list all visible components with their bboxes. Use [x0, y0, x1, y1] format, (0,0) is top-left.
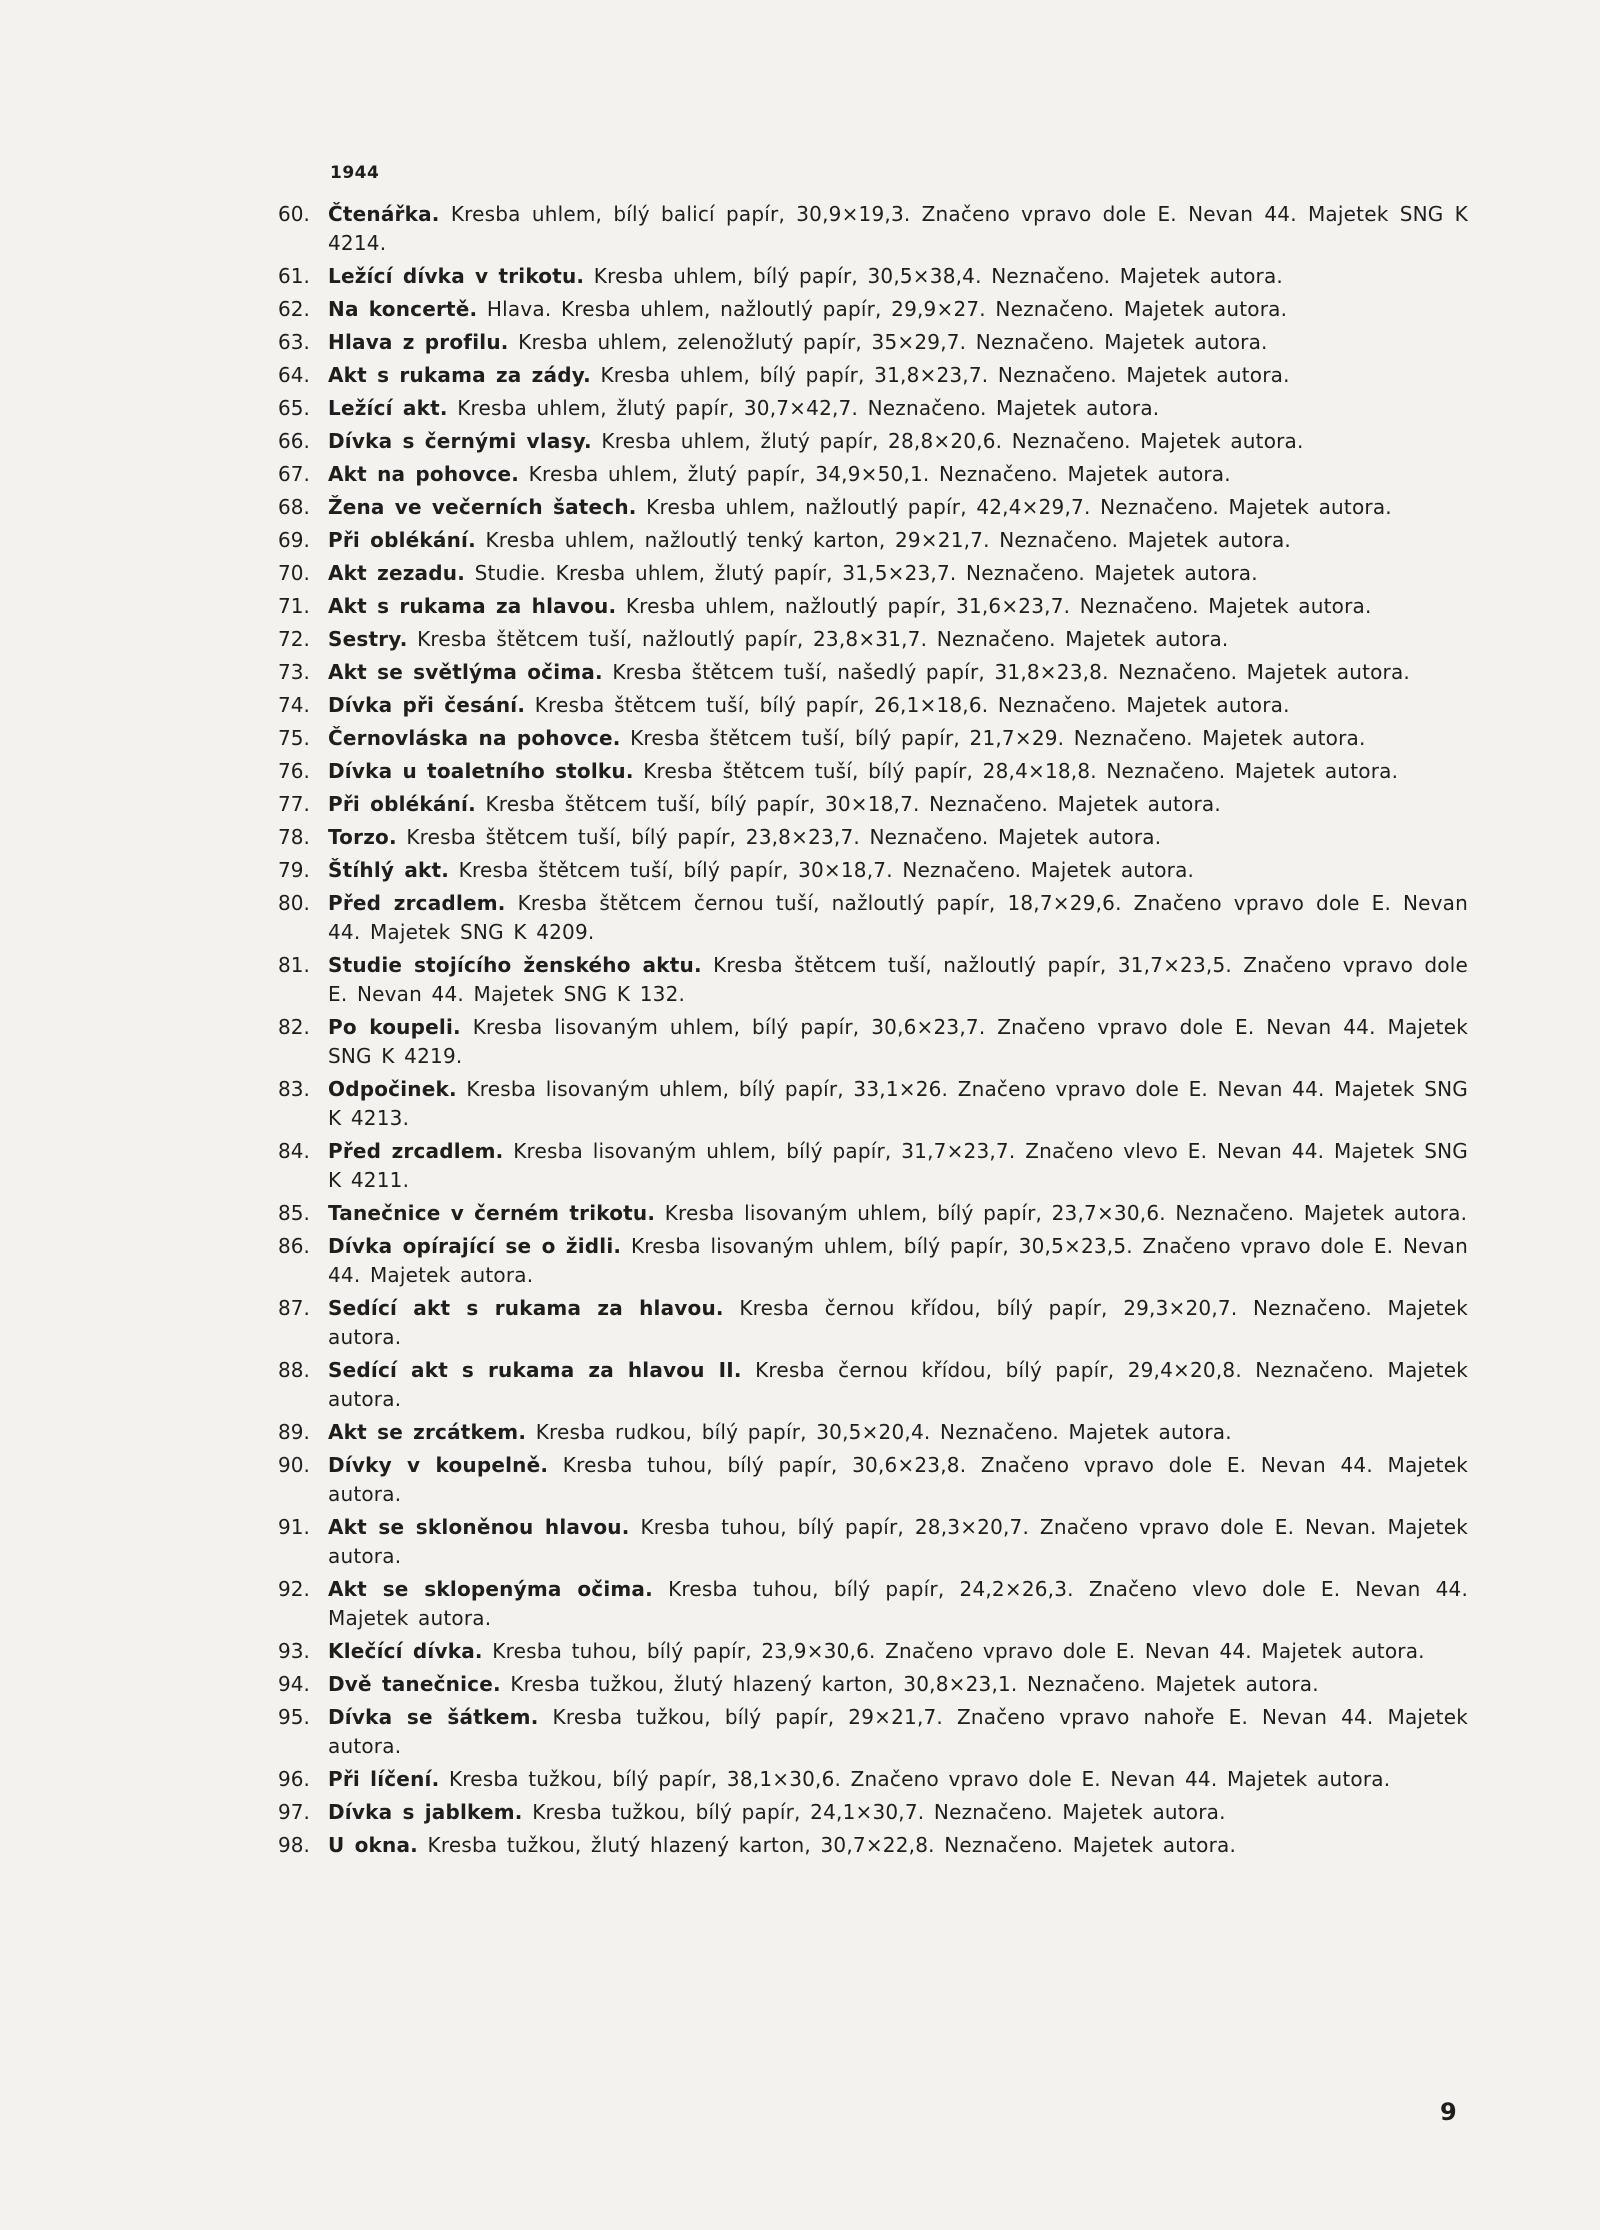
- catalogue-entry: [278, 1670, 1468, 1699]
- catalogue-entry: [278, 757, 1468, 786]
- entry-body: [328, 200, 1468, 258]
- entry-description: Kresba uhlem, žlutý papír, 34,9×50,1. Neznačeno. Majetek autora.: [528, 462, 1231, 486]
- entry-description: Kresba štětcem tuší, bílý papír, 30×18,7. Neznačeno. Majetek autora.: [458, 858, 1195, 882]
- entry-title: Odpočinek.: [328, 1077, 457, 1101]
- entry-number: 92.: [278, 1577, 310, 1601]
- catalogue-entry: [278, 625, 1468, 654]
- catalogue-entry: [278, 1418, 1468, 1447]
- entry-number: 73.: [278, 660, 310, 684]
- entry-description: Kresba uhlem, žlutý papír, 28,8×20,6. Neznačeno. Majetek autora.: [601, 429, 1304, 453]
- entry-title: Čtenářka.: [328, 202, 440, 226]
- page-number: 9: [1440, 2098, 1457, 2126]
- catalogue-entry: [278, 295, 1468, 324]
- entry-title: Sedící akt s rukama za hlavou.: [328, 1296, 724, 1320]
- entry-title: Akt s rukama za hlavou.: [328, 594, 617, 618]
- entry-body: [328, 427, 1468, 456]
- entry-title: Torzo.: [328, 825, 397, 849]
- entry-title: Akt s rukama za zády.: [328, 363, 591, 387]
- entry-body: [328, 1451, 1468, 1509]
- entry-number: 79.: [278, 858, 310, 882]
- entry-body: [328, 394, 1468, 423]
- entry-number: 86.: [278, 1234, 310, 1258]
- catalogue-entry: [278, 1137, 1468, 1195]
- entry-title: Černovláska na pohovce.: [328, 726, 621, 750]
- entry-body: [328, 1294, 1468, 1352]
- entry-title: Při oblékání.: [328, 792, 476, 816]
- catalogue-entry: [278, 1765, 1468, 1794]
- catalogue-entry: [278, 526, 1468, 555]
- catalogue-entry: [278, 1513, 1468, 1571]
- entry-title: Štíhlý akt.: [328, 858, 450, 882]
- entry-number: 82.: [278, 1015, 310, 1039]
- catalogue-entry: [278, 1703, 1468, 1761]
- entry-title: Sedící akt s rukama za hlavou II.: [328, 1358, 742, 1382]
- entry-number: 71.: [278, 594, 310, 618]
- entry-body: [328, 328, 1468, 357]
- entry-body: [328, 1575, 1468, 1633]
- entry-body: [328, 1513, 1468, 1571]
- entry-number: 97.: [278, 1800, 310, 1824]
- entry-title: Dívka s černými vlasy.: [328, 429, 592, 453]
- entry-title: Dívka při česání.: [328, 693, 526, 717]
- entry-number: 95.: [278, 1705, 310, 1729]
- entry-number: 66.: [278, 429, 310, 453]
- page-heading: 1944: [330, 163, 380, 183]
- catalogue-entry: [278, 559, 1468, 588]
- catalogue-entry: [278, 394, 1468, 423]
- catalogue-entry: [278, 790, 1468, 819]
- entry-body: [328, 951, 1468, 1009]
- catalogue-entry: [278, 1798, 1468, 1827]
- entry-description: Kresba černou křídou, bílý papír, 29,3×20,7. Neznačeno. Majetek autora.: [328, 1296, 1468, 1349]
- entry-number: 69.: [278, 528, 310, 552]
- entry-body: [328, 625, 1468, 654]
- entry-description: Kresba uhlem, zelenožlutý papír, 35×29,7. Neznačeno. Majetek autora.: [518, 330, 1268, 354]
- entry-number: 76.: [278, 759, 310, 783]
- entry-body: [328, 1637, 1468, 1666]
- entry-number: 62.: [278, 297, 310, 321]
- entry-number: 67.: [278, 462, 310, 486]
- entry-number: 87.: [278, 1296, 310, 1320]
- catalogue-entry: [278, 1232, 1468, 1290]
- entry-body: [328, 1013, 1468, 1071]
- entry-description: Hlava. Kresba uhlem, nažloutlý papír, 29,9×27. Neznačeno. Majetek autora.: [486, 297, 1288, 321]
- catalogue-entry: [278, 1075, 1468, 1133]
- entry-number: 96.: [278, 1767, 310, 1791]
- entry-body: [328, 460, 1468, 489]
- entry-body: [328, 1798, 1468, 1827]
- entry-number: 94.: [278, 1672, 310, 1696]
- entry-title: Hlava z profilu.: [328, 330, 509, 354]
- entry-number: 63.: [278, 330, 310, 354]
- entry-body: [328, 262, 1468, 291]
- entry-description: Kresba lisovaným uhlem, bílý papír, 33,1×26. Značeno vpravo dole E. Nevan 44. Majetek SNG K 4213.: [328, 1077, 1469, 1130]
- entry-description: Kresba lisovaným uhlem, bílý papír, 30,5×23,5. Značeno vpravo dole E. Nevan 44. Majetek autora.: [328, 1234, 1468, 1287]
- entry-title: Při líčení.: [328, 1767, 440, 1791]
- entry-description: Kresba tuhou, bílý papír, 30,6×23,8. Značeno vpravo dole E. Nevan 44. Majetek autora.: [328, 1453, 1468, 1506]
- entry-number: 98.: [278, 1833, 310, 1857]
- entry-body: [328, 856, 1468, 885]
- entry-body: [328, 1356, 1468, 1414]
- entry-description: Kresba štětcem tuší, bílý papír, 28,4×18,8. Neznačeno. Majetek autora.: [643, 759, 1399, 783]
- entry-number: 74.: [278, 693, 310, 717]
- catalogue-entry: [278, 328, 1468, 357]
- entry-title: Před zrcadlem.: [328, 1139, 504, 1163]
- catalogue-entry: [278, 823, 1468, 852]
- entry-title: Akt se skloněnou hlavou.: [328, 1515, 630, 1539]
- entry-title: Sestry.: [328, 627, 408, 651]
- entry-number: 68.: [278, 495, 310, 519]
- entry-title: Tanečnice v černém trikotu.: [328, 1201, 656, 1225]
- catalogue-entry: [278, 889, 1468, 947]
- entry-title: Po koupeli.: [328, 1015, 461, 1039]
- entry-body: [328, 1075, 1468, 1133]
- entry-title: Dívky v koupelně.: [328, 1453, 549, 1477]
- entry-description: Kresba lisovaným uhlem, bílý papír, 30,6×23,7. Značeno vpravo dole E. Nevan 44. Majetek SNG K 4219.: [328, 1015, 1469, 1068]
- entry-description: Kresba tužkou, bílý papír, 38,1×30,6. Značeno vpravo dole E. Nevan 44. Majetek autora.: [448, 1767, 1391, 1791]
- entry-title: Dívka u toaletního stolku.: [328, 759, 634, 783]
- entry-body: [328, 1670, 1468, 1699]
- entry-number: 75.: [278, 726, 310, 750]
- entry-description: Kresba uhlem, bílý papír, 30,5×38,4. Neznačeno. Majetek autora.: [593, 264, 1283, 288]
- catalogue-entry: [278, 592, 1468, 621]
- entry-description: Kresba tužkou, žlutý hlazený karton, 30,7×22,8. Neznačeno. Majetek autora.: [427, 1833, 1237, 1857]
- catalogue-entry: [278, 262, 1468, 291]
- entry-description: Kresba uhlem, nažloutlý papír, 31,6×23,7. Neznačeno. Majetek autora.: [625, 594, 1372, 618]
- entry-description: Kresba štětcem tuší, nažloutlý papír, 31,7×23,5. Značeno vpravo dole E. Nevan 44. Majetek SNG K 132.: [328, 953, 1468, 1006]
- entry-description: Kresba uhlem, bílý papír, 31,8×23,7. Neznačeno. Majetek autora.: [600, 363, 1290, 387]
- entry-number: 61.: [278, 264, 310, 288]
- entry-description: Kresba tužkou, bílý papír, 29×21,7. Značeno vpravo nahoře E. Nevan 44. Majetek autora.: [328, 1705, 1468, 1758]
- entry-number: 60.: [278, 202, 310, 226]
- entry-body: [328, 361, 1468, 390]
- catalogue-entry: [278, 691, 1468, 720]
- catalogue-entry: [278, 493, 1468, 522]
- entry-description: Kresba uhlem, bílý balicí papír, 30,9×19,3. Značeno vpravo dole E. Nevan 44. Majetek SNG K 4214.: [328, 202, 1468, 255]
- entry-title: Žena ve večerních šatech.: [328, 495, 637, 519]
- entry-number: 89.: [278, 1420, 310, 1444]
- catalogue-entry: [278, 1199, 1468, 1228]
- entry-number: 64.: [278, 363, 310, 387]
- entry-body: [328, 526, 1468, 555]
- entry-body: [328, 658, 1468, 687]
- entry-description: Kresba rudkou, bílý papír, 30,5×20,4. Neznačeno. Majetek autora.: [535, 1420, 1232, 1444]
- catalogue-entries: [278, 200, 1468, 1864]
- entry-title: Dívka opírající se o židli.: [328, 1234, 622, 1258]
- catalogue-entry: [278, 1294, 1468, 1352]
- entry-body: [328, 1199, 1468, 1228]
- entry-body: [328, 889, 1468, 947]
- entry-number: 90.: [278, 1453, 310, 1477]
- entry-body: [328, 592, 1468, 621]
- entry-description: Studie. Kresba uhlem, žlutý papír, 31,5×23,7. Neznačeno. Majetek autora.: [474, 561, 1258, 585]
- entry-body: [328, 1232, 1468, 1290]
- catalogue-entry: [278, 856, 1468, 885]
- entry-body: [328, 691, 1468, 720]
- entry-title: Před zrcadlem.: [328, 891, 506, 915]
- entry-number: 81.: [278, 953, 310, 977]
- entry-number: 88.: [278, 1358, 310, 1382]
- catalogue-entry: [278, 1356, 1468, 1414]
- entry-description: Kresba štětcem tuší, bílý papír, 26,1×18,6. Neznačeno. Majetek autora.: [534, 693, 1290, 717]
- entry-body: [328, 823, 1468, 852]
- catalogue-entry: [278, 1831, 1468, 1860]
- catalogue-entry: [278, 658, 1468, 687]
- entry-title: Dívka se šátkem.: [328, 1705, 539, 1729]
- entry-body: [328, 1831, 1468, 1860]
- entry-number: 77.: [278, 792, 310, 816]
- catalogue-entry: [278, 361, 1468, 390]
- catalogue-entry: [278, 1575, 1468, 1633]
- entry-body: [328, 1137, 1468, 1195]
- catalogue-entry: [278, 460, 1468, 489]
- entry-description: Kresba štětcem tuší, bílý papír, 30×18,7. Neznačeno. Majetek autora.: [485, 792, 1221, 816]
- entry-description: Kresba tužkou, žlutý hlazený karton, 30,8×23,1. Neznačeno. Majetek autora.: [510, 1672, 1319, 1696]
- entry-title: Ležící akt.: [328, 396, 448, 420]
- entry-description: Kresba štětcem tuší, nažloutlý papír, 23,8×31,7. Neznačeno. Majetek autora.: [417, 627, 1229, 651]
- entry-description: Kresba tuhou, bílý papír, 23,9×30,6. Značeno vpravo dole E. Nevan 44. Majetek autora.: [492, 1639, 1425, 1663]
- entry-description: Kresba uhlem, žlutý papír, 30,7×42,7. Neznačeno. Majetek autora.: [457, 396, 1160, 420]
- entry-description: Kresba tuhou, bílý papír, 24,2×26,3. Značeno vlevo dole E. Nevan 44. Majetek autora.: [328, 1577, 1469, 1630]
- entry-number: 70.: [278, 561, 310, 585]
- entry-number: 78.: [278, 825, 310, 849]
- entry-title: Studie stojícího ženského aktu.: [328, 953, 702, 977]
- entry-title: Akt se sklopenýma očima.: [328, 1577, 653, 1601]
- entry-number: 85.: [278, 1201, 310, 1225]
- entry-description: Kresba tužkou, bílý papír, 24,1×30,7. Neznačeno. Majetek autora.: [532, 1800, 1226, 1824]
- entry-description: Kresba tuhou, bílý papír, 28,3×20,7. Značeno vpravo dole E. Nevan. Majetek autora.: [328, 1515, 1468, 1568]
- entry-description: Kresba štětcem tuší, bílý papír, 21,7×29. Neznačeno. Majetek autora.: [630, 726, 1366, 750]
- entry-number: 91.: [278, 1515, 310, 1539]
- entry-title: Akt zezadu.: [328, 561, 465, 585]
- entry-description: Kresba lisovaným uhlem, bílý papír, 31,7×23,7. Značeno vlevo E. Nevan 44. Majetek SNG K 4211.: [328, 1139, 1468, 1192]
- entry-body: [328, 1703, 1468, 1761]
- entry-body: [328, 493, 1468, 522]
- catalogue-entry: [278, 1637, 1468, 1666]
- entry-title: U okna.: [328, 1833, 418, 1857]
- entry-description: Kresba černou křídou, bílý papír, 29,4×20,8. Neznačeno. Majetek autora.: [328, 1358, 1468, 1411]
- entry-title: Dvě tanečnice.: [328, 1672, 501, 1696]
- entry-body: [328, 1418, 1468, 1447]
- catalogue-entry: [278, 200, 1468, 258]
- entry-body: [328, 757, 1468, 786]
- entry-title: Akt na pohovce.: [328, 462, 520, 486]
- entry-title: Ležící dívka v trikotu.: [328, 264, 585, 288]
- entry-title: Při oblékání.: [328, 528, 476, 552]
- entry-description: Kresba lisovaným uhlem, bílý papír, 23,7×30,6. Neznačeno. Majetek autora.: [664, 1201, 1468, 1225]
- entry-title: Akt se světlýma očima.: [328, 660, 603, 684]
- entry-description: Kresba štětcem tuší, bílý papír, 23,8×23,7. Neznačeno. Majetek autora.: [406, 825, 1162, 849]
- catalogue-entry: [278, 724, 1468, 753]
- entry-number: 65.: [278, 396, 310, 420]
- entry-title: Dívka s jablkem.: [328, 1800, 523, 1824]
- catalogue-entry: [278, 1451, 1468, 1509]
- entry-number: 72.: [278, 627, 310, 651]
- entry-body: [328, 295, 1468, 324]
- entry-number: 84.: [278, 1139, 310, 1163]
- entry-description: Kresba uhlem, nažloutlý tenký karton, 29×21,7. Neznačeno. Majetek autora.: [485, 528, 1291, 552]
- entry-body: [328, 790, 1468, 819]
- entry-number: 83.: [278, 1077, 310, 1101]
- entry-description: Kresba štětcem černou tuší, nažloutlý papír, 18,7×29,6. Značeno vpravo dole E. Nevan 44. Majetek SNG K 4209.: [328, 891, 1468, 944]
- entry-description: Kresba štětcem tuší, našedlý papír, 31,8×23,8. Neznačeno. Majetek autora.: [612, 660, 1410, 684]
- entry-title: Na koncertě.: [328, 297, 478, 321]
- catalogue-entry: [278, 951, 1468, 1009]
- entry-title: Klečící dívka.: [328, 1639, 483, 1663]
- entry-description: Kresba uhlem, nažloutlý papír, 42,4×29,7. Neznačeno. Majetek autora.: [646, 495, 1392, 519]
- entry-number: 93.: [278, 1639, 310, 1663]
- entry-body: [328, 559, 1468, 588]
- entry-body: [328, 1765, 1468, 1794]
- entry-number: 80.: [278, 891, 310, 915]
- catalogue-entry: [278, 427, 1468, 456]
- entry-title: Akt se zrcátkem.: [328, 1420, 527, 1444]
- catalogue-entry: [278, 1013, 1468, 1071]
- entry-body: [328, 724, 1468, 753]
